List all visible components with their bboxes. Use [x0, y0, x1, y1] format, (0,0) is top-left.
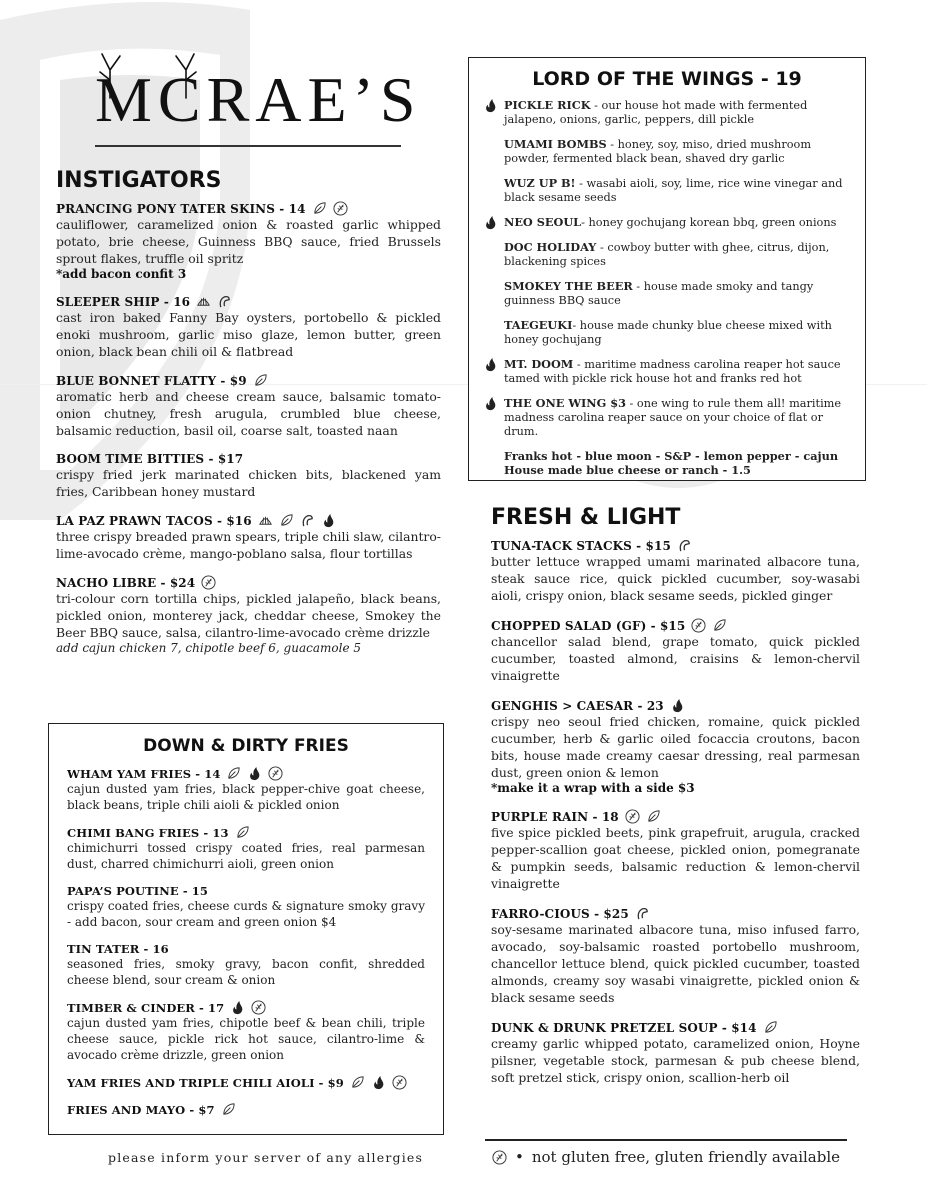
menu-item	[491, 618, 860, 684]
item-description: cauliflower, caramelized onion & roasted garlic whipped potato, brie cheese, Guinness BBQ sauce, fried Brussels sprout flakes, truffle oil spritz	[56, 217, 441, 266]
item-description: three crispy breaded prawn spears, triple chili slaw, cilantro-lime-avocado crème, mango-poblano salsa, flour tortillas	[56, 529, 441, 561]
item-title: NACHO LIBRE - $24	[56, 575, 196, 590]
wing-name: NEO SEOUL	[504, 215, 582, 229]
flame-icon	[371, 1075, 386, 1090]
item-description: cast iron baked Fanny Bay oysters, portobello & pickled enoki mushroom, garlic miso glaze, lemon butter, green onion, black bean chili oil & flatbread	[56, 310, 441, 359]
wheat-icon	[333, 201, 348, 216]
wing-flavor	[483, 176, 851, 205]
item-description: chimichurri tossed crispy coated fries, real parmesan dust, charred chimichurri aioli, green onion	[67, 841, 425, 871]
item-description: aromatic herb and cheese cream sauce, balsamic tomato-onion chutney, fresh arugula, crumbled blue cheese, balsamic reduction, basil oil, coarse salt, toasted naan	[56, 389, 441, 438]
leaf-icon	[712, 618, 727, 633]
wing-flavor	[483, 98, 851, 127]
wing-description: - one wing to rule them all! maritime madness carolina reaper sauce on your choice of flat or drum.	[504, 397, 842, 438]
brand-underline	[95, 145, 401, 147]
menu-item	[67, 884, 425, 930]
wheat-icon	[201, 575, 216, 590]
flame-icon	[230, 1000, 245, 1015]
item-title: FARRO-CIOUS - $25	[491, 906, 629, 921]
flame-icon	[483, 215, 498, 230]
legend-text: not gluten free, gluten friendly available	[531, 1148, 841, 1166]
shell-icon	[258, 513, 273, 528]
menu-item	[491, 809, 860, 892]
item-title: PAPA’S POUTINE - 15	[67, 884, 209, 898]
item-description: butter lettuce wrapped umami marinated albacore tuna, steak sauce rice, quick pickled cucumber, soy-wasabi aioli, crispy onion, black sesame seeds, pickled ginger	[491, 554, 860, 603]
wheat-icon	[691, 618, 706, 633]
instigators-section	[56, 168, 441, 668]
item-addon: *add bacon confit 3	[56, 267, 187, 281]
item-description: tri-colour corn tortilla chips, pickled jalapeño, black beans, pickled onion, monterey jack, cheddar cheese, Smokey the Beer BBQ sauce, salsa, cilantro-lime-avocado crème drizzle	[56, 591, 441, 640]
section-heading: FRESH & LIGHT	[491, 505, 681, 530]
wing-description: - honey gochujang korean bbq, green onions	[581, 216, 837, 229]
wing-flavor	[483, 240, 851, 269]
menu-item	[56, 201, 441, 281]
wheat-icon	[492, 1150, 507, 1165]
menu-item	[56, 294, 441, 360]
leaf-icon	[253, 373, 268, 388]
shrimp-icon	[635, 906, 650, 921]
item-description: crispy neo seoul fried chicken, romaine, quick pickled cucumber, herb & garlic oiled focaccia croutons, bacon bits, house made creamy caesar dressing, real parmesan dust, green onion & lemon	[491, 714, 860, 780]
item-title: TUNA-TACK STACKS - $15	[491, 538, 671, 553]
wings-options: Franks hot - blue moon - S&P - lemon pepper - cajun	[504, 449, 839, 463]
shrimp-icon	[217, 294, 232, 309]
menu-item	[491, 1020, 860, 1086]
wing-name: DOC HOLIDAY	[504, 240, 597, 254]
wing-name: MT. DOOM	[504, 357, 574, 371]
item-title: LA PAZ PRAWN TACOS - $16	[56, 513, 252, 528]
flame-icon	[483, 98, 498, 113]
item-title: TIN TATER - 16	[67, 942, 169, 956]
item-title: CHOPPED SALAD (GF) - $15	[491, 618, 686, 633]
section-heading: DOWN & DIRTY FRIES	[143, 736, 349, 756]
item-title: FRIES AND MAYO - $7	[67, 1102, 215, 1117]
menu-item	[491, 698, 860, 795]
menu-item	[56, 513, 441, 562]
leaf-icon	[221, 1102, 236, 1117]
wings-section	[468, 57, 866, 481]
menu-item	[67, 1000, 425, 1063]
item-title: TIMBER & CINDER - 17	[67, 1000, 225, 1015]
item-title: BLUE BONNET FLATTY - $9	[56, 373, 247, 388]
fresh-section	[491, 505, 860, 1100]
item-title: YAM FRIES AND TRIPLE CHILI AIOLI - $9	[67, 1075, 344, 1090]
leaf-icon	[226, 766, 241, 781]
item-title: PURPLE RAIN - 18	[491, 809, 619, 824]
menu-item	[491, 538, 860, 604]
wing-name: SMOKEY THE BEER	[504, 279, 633, 293]
bullet-icon: •	[515, 1148, 524, 1166]
item-title: DUNK & DRUNK PRETZEL SOUP - $14	[491, 1020, 757, 1035]
menu-item	[56, 452, 441, 500]
item-title: CHIMI BANG FRIES - 13	[67, 825, 229, 840]
leaf-icon	[763, 1020, 778, 1035]
menu-item	[67, 942, 425, 988]
wings-dips: House made blue cheese or ranch - 1.5	[504, 463, 751, 477]
fries-section	[48, 723, 444, 1135]
item-description: creamy garlic whipped potato, caramelized onion, Hoyne pilsner, vegetable stock, parmesan & pub cheese blend, soft pretzel stick, crispy onion, scallion-herb oil	[491, 1036, 860, 1085]
menu-item	[67, 1075, 425, 1090]
menu-item	[491, 906, 860, 1006]
flame-icon	[670, 698, 685, 713]
wing-description: - honey, soy, miso, dried mushroom powder, fermented black bean, shaved dry garlic	[504, 138, 812, 165]
leaf-icon	[312, 201, 327, 216]
item-description: cajun dusted yam fries, black pepper-chive goat cheese, black beans, triple chili aioli & pickled onion	[67, 782, 425, 812]
wing-flavor	[483, 137, 851, 166]
item-description: five spice pickled beets, pink grapefruit, arugula, cracked pepper-scallion goat cheese, pickled onion, pomegranate & pumpkin seeds, balsamic reduction & lemon-chervil vinaigrette	[491, 825, 860, 891]
item-title: GENGHIS > CAESAR - 23	[491, 698, 664, 713]
wing-name: THE ONE WING $3	[504, 396, 626, 410]
wheat-icon	[625, 809, 640, 824]
brand-logo: MCRAE’S	[95, 64, 422, 135]
wheat-icon	[268, 766, 283, 781]
flame-icon	[321, 513, 336, 528]
wing-flavor	[483, 318, 851, 347]
item-title: BOOM TIME BITTIES - $17	[56, 452, 244, 466]
wing-description: - cowboy butter with ghee, citrus, dijon, blackening spices	[504, 241, 830, 268]
item-addon: *make it a wrap with a side $3	[491, 781, 695, 795]
wheat-icon	[392, 1075, 407, 1090]
menu-item	[56, 575, 441, 655]
section-heading: INSTIGATORS	[56, 168, 222, 193]
item-description: crispy fried jerk marinated chicken bits, blackened yam fries, Caribbean honey mustard	[56, 467, 441, 499]
flame-icon	[483, 396, 498, 411]
shrimp-icon	[300, 513, 315, 528]
item-title: WHAM YAM FRIES - 14	[67, 766, 221, 781]
wing-description: - house made chunky blue cheese mixed with honey gochujang	[504, 319, 832, 346]
item-description: cajun dusted yam fries, chipotle beef & bean chili, triple cheese sauce, pickle rick hot sauce, cilantro-lime & avocado crème drizzle, green onion	[67, 1016, 425, 1062]
shell-icon	[196, 294, 211, 309]
item-title: PRANCING PONY TATER SKINS - 14	[56, 201, 306, 216]
wing-flavor	[483, 279, 851, 308]
item-title: SLEEPER SHIP - 16	[56, 294, 191, 309]
menu-item	[67, 825, 425, 872]
item-description: soy-sesame marinated albacore tuna, miso infused farro, avocado, soy-balsamic roasted portobello mushroom, chancellor lettuce blend, quick pickled cucumber, toasted almonds, creamy soy wasabi vinaigrette, pickled onion & black sesame seeds	[491, 922, 860, 1005]
wing-description: - our house hot made with fermented jalapeno, onions, garlic, peppers, dill pickle	[504, 99, 808, 126]
item-description: chancellor salad blend, grape tomato, quick pickled cucumber, toasted almond, craisins & lemon-chervil vinaigrette	[491, 634, 860, 683]
flame-icon	[483, 357, 498, 372]
leaf-icon	[235, 825, 250, 840]
wing-flavor	[483, 357, 851, 386]
leaf-icon	[350, 1075, 365, 1090]
footer-divider	[485, 1139, 847, 1141]
item-description: seasoned fries, smoky gravy, bacon confit, shredded cheese blend, sour cream & onion	[67, 957, 425, 987]
leaf-icon	[646, 809, 661, 824]
wing-description: - wasabi aioli, soy, lime, rice wine vinegar and black sesame seeds	[504, 177, 843, 204]
wheat-icon	[251, 1000, 266, 1015]
item-description: crispy coated fries, cheese curds & signature smoky gravy - add bacon, sour cream and green onion $4	[67, 899, 425, 929]
item-note: add cajun chicken 7, chipotle beef 6, guacamole 5	[56, 641, 361, 655]
shrimp-icon	[677, 538, 692, 553]
leaf-icon	[279, 513, 294, 528]
wing-name: WUZ UP B!	[504, 176, 576, 190]
wing-description: - house made smoky and tangy guinness BBQ sauce	[504, 280, 814, 307]
legend	[492, 1148, 840, 1166]
wing-flavor	[483, 396, 851, 439]
wing-name: TAEGEUKI	[504, 318, 573, 332]
wing-flavor	[483, 215, 851, 230]
menu-item	[67, 1102, 425, 1117]
wing-description: - maritime madness carolina reaper hot sauce tamed with pickle rick house hot and franks red hot	[504, 358, 841, 385]
flame-icon	[247, 766, 262, 781]
allergy-notice: please inform your server of any allergies	[108, 1150, 424, 1165]
menu-item	[56, 373, 441, 439]
section-heading: LORD OF THE WINGS - 19	[532, 68, 802, 90]
wing-name: PICKLE RICK	[504, 98, 591, 112]
menu-item	[67, 766, 425, 813]
wing-name: UMAMI BOMBS	[504, 137, 607, 151]
